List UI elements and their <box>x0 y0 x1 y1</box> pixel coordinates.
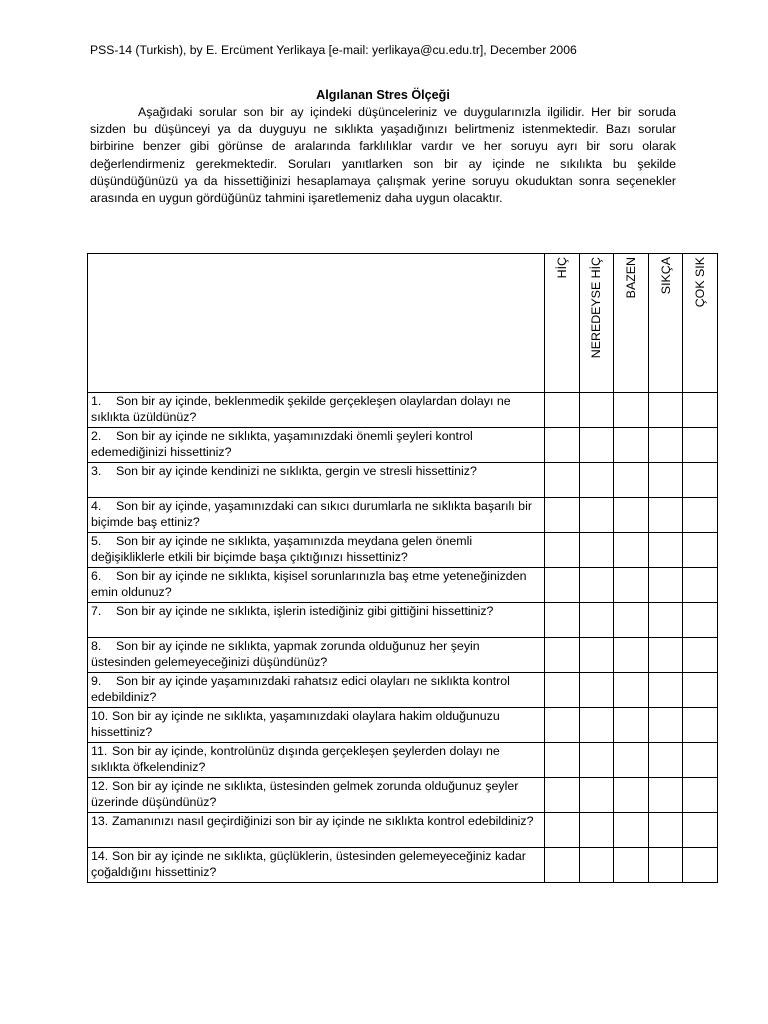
question-row <box>88 568 718 603</box>
question-cell <box>88 428 545 463</box>
question-row <box>88 673 718 708</box>
answer-cell-option-4[interactable] <box>683 533 718 568</box>
answer-cell-option-2[interactable] <box>614 498 649 533</box>
question-row <box>88 708 718 743</box>
question-row <box>88 428 718 463</box>
answer-cell-option-3[interactable] <box>648 463 683 498</box>
question-row <box>88 638 718 673</box>
answer-cell-option-0[interactable] <box>545 778 580 813</box>
answer-cell-option-4[interactable] <box>683 673 718 708</box>
answer-cell-option-0[interactable] <box>545 568 580 603</box>
answer-cell-option-3[interactable] <box>648 568 683 603</box>
question-text: Son bir ay içinde ne sıklıkta, güçlüklerin, üstesinden gelemeyeceğiniz kadar çoğaldığını hissettiniz? <box>91 849 526 879</box>
intro-paragraph: Aşağıdaki sorular son bir ay içindeki düşünceleriniz ve duygularınızla ilgilidir. Her bir soruda sizden bu düşünceyi ya da duyguyu ne sıklıkta yaşadığınızı belirtmeniz istenmektedir. Bazı sorular birbirine benzer gibi görünse de aralarında farklılıklar vardır ve her soruyu ayrı bir soru olarak değerlendirmeniz gerekmektedir. Soruları yanıtlarken son bir ay içinde ne sıkılıkta bu şekilde düşündüğünüzü ya da hissettiğinizi hesaplamaya çalışmak yerine soruyu okuduktan sonra seçenekler arasında en uygun gördüğünüz tahmini işaretlemeniz daha uygun olacaktır. <box>90 105 676 206</box>
answer-cell-option-4[interactable] <box>683 603 718 638</box>
question-cell <box>88 673 545 708</box>
option-header-3 <box>648 254 683 393</box>
option-label: ÇOK SIK <box>693 257 708 308</box>
answer-cell-option-1[interactable] <box>579 498 614 533</box>
question-row <box>88 393 718 428</box>
answer-cell-option-2[interactable] <box>614 813 649 848</box>
question-cell <box>88 778 545 813</box>
answer-cell-option-1[interactable] <box>579 813 614 848</box>
answer-cell-option-0[interactable] <box>545 708 580 743</box>
question-row <box>88 813 718 848</box>
option-label: NEREDEYSE HİÇ <box>589 257 604 359</box>
question-number: 3. <box>91 464 102 478</box>
option-label: BAZEN <box>623 257 638 299</box>
answer-cell-option-4[interactable] <box>683 393 718 428</box>
question-text: Son bir ay içinde kendinizi ne sıklıkta, gergin ve stresli hissettiniz? <box>116 464 477 478</box>
question-rows <box>88 393 718 883</box>
answer-cell-option-0[interactable] <box>545 393 580 428</box>
question-number: 9. <box>91 674 102 688</box>
answer-cell-option-4[interactable] <box>683 778 718 813</box>
question-text: Son bir ay içinde ne sıklıkta, yaşamınızdaki önemli şeyleri kontrol edemediğinizi hissettiniz? <box>91 429 473 459</box>
answer-cell-option-2[interactable] <box>614 568 649 603</box>
question-cell <box>88 463 545 498</box>
answer-cell-option-3[interactable] <box>648 428 683 463</box>
answer-cell-option-3[interactable] <box>648 743 683 778</box>
option-header-4 <box>683 254 718 393</box>
question-row <box>88 533 718 568</box>
page-header: PSS-14 (Turkish), by E. Ercüment Yerlikaya [e-mail: yerlikaya@cu.edu.tr], December 2006 <box>90 43 577 57</box>
answer-cell-option-0[interactable] <box>545 498 580 533</box>
answer-cell-option-2[interactable] <box>614 778 649 813</box>
answer-cell-option-0[interactable] <box>545 533 580 568</box>
answer-cell-option-4[interactable] <box>683 463 718 498</box>
answer-cell-option-2[interactable] <box>614 393 649 428</box>
answer-cell-option-2[interactable] <box>614 638 649 673</box>
question-cell <box>88 743 545 778</box>
answer-cell-option-0[interactable] <box>545 638 580 673</box>
question-number: 12. <box>91 779 109 793</box>
question-number: 2. <box>91 429 102 443</box>
answer-cell-option-1[interactable] <box>579 568 614 603</box>
question-cell <box>88 533 545 568</box>
answer-cell-option-3[interactable] <box>648 673 683 708</box>
question-number: 1. <box>91 394 102 408</box>
answer-cell-option-1[interactable] <box>579 428 614 463</box>
question-row <box>88 498 718 533</box>
answer-cell-option-4[interactable] <box>683 708 718 743</box>
question-cell <box>88 498 545 533</box>
answer-cell-option-3[interactable] <box>648 533 683 568</box>
answer-cell-option-1[interactable] <box>579 673 614 708</box>
question-text: Son bir ay içinde ne sıklıkta, yaşamınızdaki olaylara hakim olduğunuzu hissettiniz? <box>91 709 500 739</box>
answer-cell-option-2[interactable] <box>614 673 649 708</box>
question-number: 11. <box>91 744 108 758</box>
question-text: Son bir ay içinde ne sıklıkta, yaşamınızda meydana gelen önemli değişikliklerle etkili bir biçimde başa çıktığınızı hissettiniz? <box>91 534 473 564</box>
answer-cell-option-0[interactable] <box>545 673 580 708</box>
question-cell <box>88 393 545 428</box>
answer-cell-option-1[interactable] <box>579 848 614 883</box>
answer-cell-option-4[interactable] <box>683 813 718 848</box>
question-row <box>88 743 718 778</box>
option-header-2 <box>614 254 649 393</box>
answer-cell-option-1[interactable] <box>579 533 614 568</box>
answer-cell-option-3[interactable] <box>648 638 683 673</box>
question-cell <box>88 603 545 638</box>
question-number: 14. <box>91 849 109 863</box>
question-header-blank <box>88 254 545 393</box>
answer-cell-option-2[interactable] <box>614 708 649 743</box>
question-row <box>88 848 718 883</box>
option-label: HİÇ <box>554 257 569 279</box>
question-cell <box>88 813 545 848</box>
question-number: 7. <box>91 604 102 618</box>
answer-cell-option-1[interactable] <box>579 463 614 498</box>
question-number: 10. <box>91 709 109 723</box>
question-cell <box>88 848 545 883</box>
answer-cell-option-2[interactable] <box>614 743 649 778</box>
option-header-1 <box>579 254 614 393</box>
answer-cell-option-2[interactable] <box>614 603 649 638</box>
answer-cell-option-3[interactable] <box>648 708 683 743</box>
answer-cell-option-4[interactable] <box>683 743 718 778</box>
answer-cell-option-3[interactable] <box>648 813 683 848</box>
answer-cell-option-0[interactable] <box>545 743 580 778</box>
question-text: Son bir ay içinde ne sıklıkta, yapmak zorunda olduğunuz her şeyin üstesinden gelemeyeceğinizi düşündünüz? <box>91 639 480 669</box>
answer-cell-option-4[interactable] <box>683 638 718 673</box>
option-header-0 <box>545 254 580 393</box>
answer-cell-option-0[interactable] <box>545 813 580 848</box>
question-text: Son bir ay içinde yaşamınızdaki rahatsız edici olayları ne sıklıkta kontrol edebildiniz? <box>91 674 510 704</box>
answer-cell-option-1[interactable] <box>579 638 614 673</box>
answer-cell-option-2[interactable] <box>614 848 649 883</box>
question-cell <box>88 708 545 743</box>
answer-cell-option-3[interactable] <box>648 603 683 638</box>
answer-cell-option-4[interactable] <box>683 568 718 603</box>
question-number: 6. <box>91 569 102 583</box>
options-header-row <box>88 254 718 393</box>
answer-cell-option-1[interactable] <box>579 743 614 778</box>
option-label: SIKÇA <box>658 257 673 295</box>
question-text: Zamanınızı nasıl geçirdiğinizi son bir ay içinde ne sıklıkta kontrol edebildiniz? <box>112 814 534 828</box>
question-text: Son bir ay içinde, kontrolünüz dışında gerçekleşen şeylerden dolayı ne sıklıkta öfkelendiniz? <box>91 744 500 774</box>
question-row <box>88 778 718 813</box>
answer-cell-option-4[interactable] <box>683 848 718 883</box>
answer-cell-option-3[interactable] <box>648 498 683 533</box>
question-number: 8. <box>91 639 102 653</box>
question-number: 5. <box>91 534 102 548</box>
answer-cell-option-1[interactable] <box>579 603 614 638</box>
answer-cell-option-1[interactable] <box>579 393 614 428</box>
question-text: Son bir ay içinde ne sıklıkta, kişisel sorunlarınızla baş etme yeteneğinizden emin oldunuz? <box>91 569 527 599</box>
question-text: Son bir ay içinde ne sıklıkta, üstesinden gelmek zorunda olduğunuz şeyler üzerinde düşündünüz? <box>91 779 519 809</box>
answer-cell-option-3[interactable] <box>648 778 683 813</box>
question-number: 13. <box>91 814 109 828</box>
answer-cell-option-0[interactable] <box>545 428 580 463</box>
question-cell <box>88 568 545 603</box>
answer-cell-option-1[interactable] <box>579 708 614 743</box>
answer-cell-option-0[interactable] <box>545 848 580 883</box>
question-row <box>88 463 718 498</box>
question-number: 4. <box>91 499 102 513</box>
document-title: Algılanan Stres Ölçeği <box>316 88 450 102</box>
answer-cell-option-3[interactable] <box>648 848 683 883</box>
answer-cell-option-4[interactable] <box>683 498 718 533</box>
answer-cell-option-0[interactable] <box>545 463 580 498</box>
question-text: Son bir ay içinde, yaşamınızdaki can sıkıcı durumlarla ne sıklıkta başarılı bir biçimde baş ettiniz? <box>91 499 532 529</box>
question-text: Son bir ay içinde, beklenmedik şekilde gerçekleşen olaylardan dolayı ne sıklıkta üzüldünüz? <box>91 394 511 424</box>
question-text: Son bir ay içinde ne sıklıkta, işlerin istediğiniz gibi gittiğini hissettiniz? <box>116 604 494 618</box>
answer-cell-option-1[interactable] <box>579 778 614 813</box>
stress-scale-table <box>87 253 718 883</box>
answer-cell-option-0[interactable] <box>545 603 580 638</box>
question-cell <box>88 638 545 673</box>
answer-cell-option-2[interactable] <box>614 533 649 568</box>
answer-cell-option-3[interactable] <box>648 393 683 428</box>
answer-cell-option-2[interactable] <box>614 463 649 498</box>
answer-cell-option-2[interactable] <box>614 428 649 463</box>
question-row <box>88 603 718 638</box>
answer-cell-option-4[interactable] <box>683 428 718 463</box>
